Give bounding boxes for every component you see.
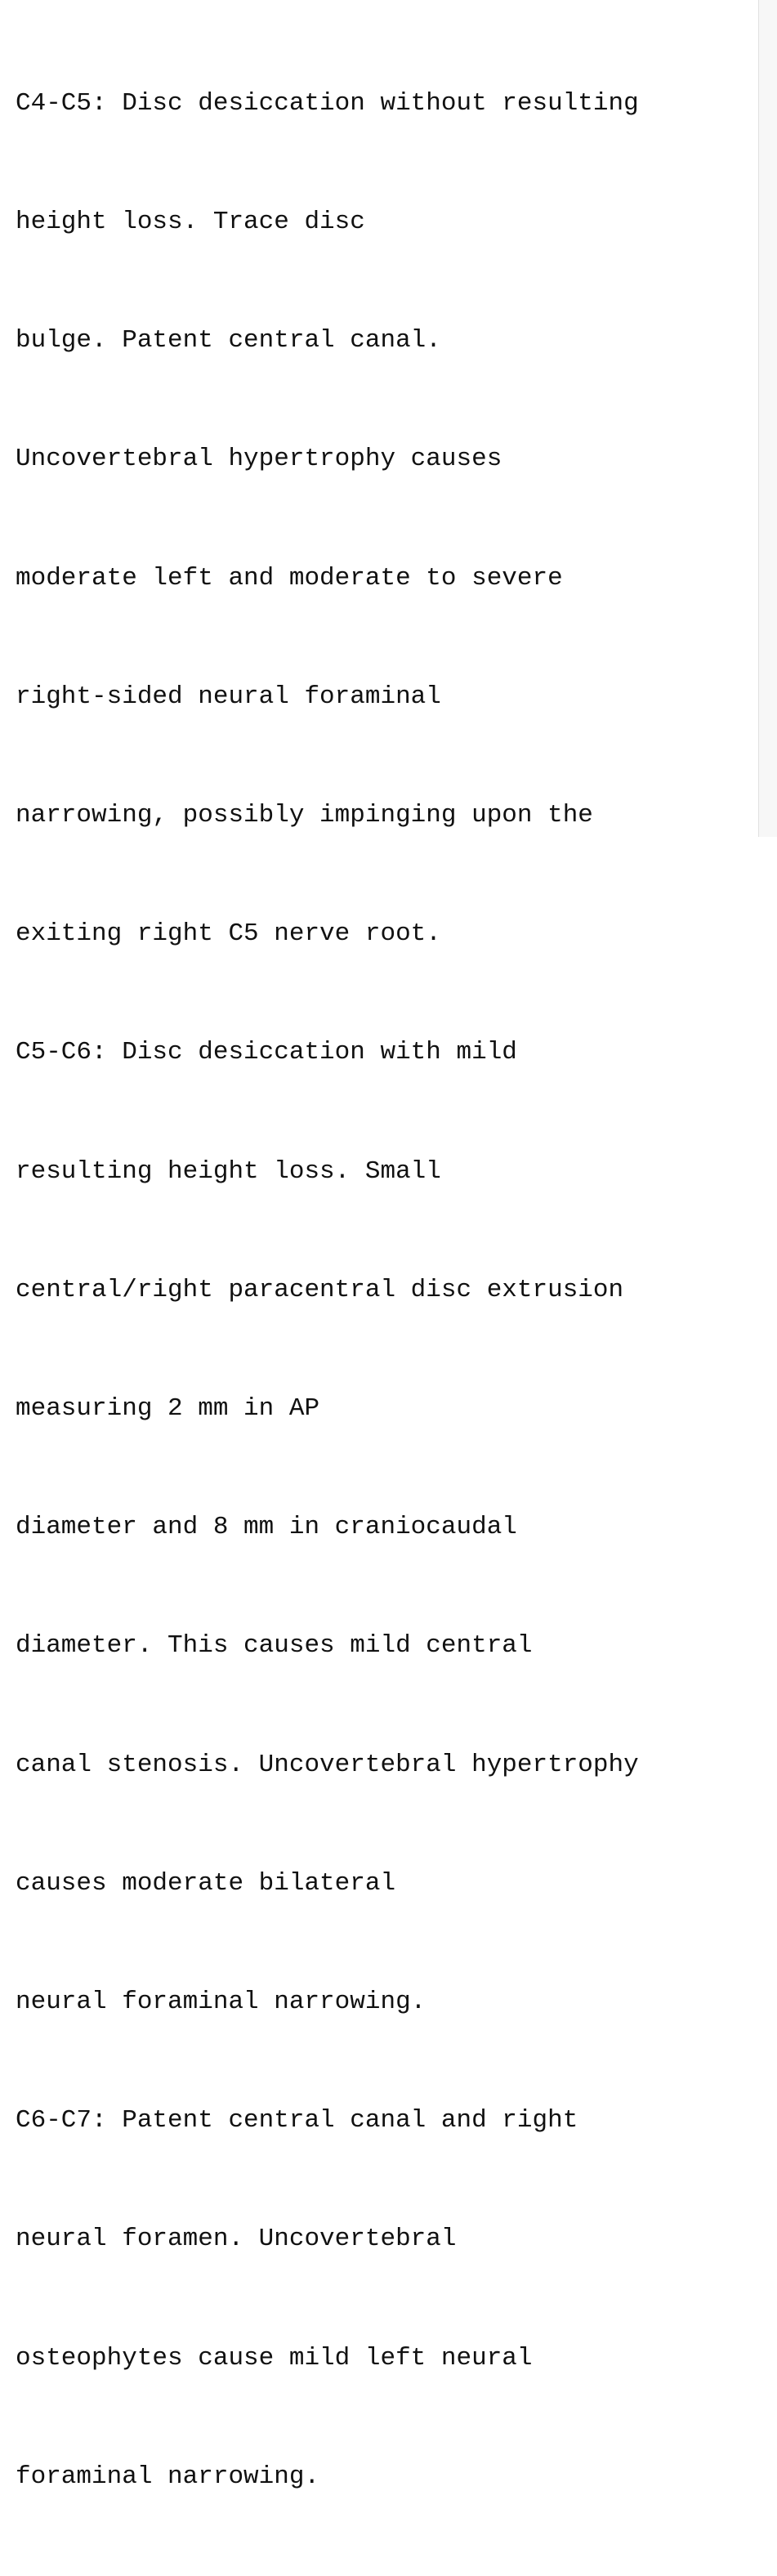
report-line: canal stenosis. Uncovertebral hypertrophy (16, 1750, 639, 1779)
report-line: central/right paracentral disc extrusion (16, 1275, 624, 1304)
report-line: exiting right C5 nerve root. (16, 919, 441, 949)
report-line: bulge. Patent central canal. (16, 326, 441, 356)
report-line: moderate left and moderate to severe (16, 563, 563, 593)
report-line: diameter. This causes mild central (16, 1631, 533, 1661)
report-line: right-sided neural foraminal (16, 682, 441, 711)
report-line: foraminal narrowing. (16, 2462, 320, 2491)
right-scroll-gutter[interactable] (758, 0, 777, 837)
report-line: narrowing, possibly impinging upon the (16, 801, 593, 830)
report-line: C4-C5: Disc desiccation without resulting (16, 88, 639, 118)
report-line: neural foramen. Uncovertebral (16, 2225, 457, 2254)
report-line: resulting height loss. Small (16, 1156, 441, 1186)
report-line: neural foraminal narrowing. (16, 1988, 426, 2017)
radiology-report-text (16, 5, 751, 2576)
report-line: diameter and 8 mm in craniocaudal (16, 1513, 517, 1542)
report-line: causes moderate bilateral (16, 1868, 396, 1898)
report-line: Uncovertebral hypertrophy causes (16, 445, 502, 474)
report-line: osteophytes cause mild left neural (16, 2343, 533, 2373)
report-line: height loss. Trace disc (16, 208, 365, 237)
report-line: measuring 2 mm in AP (16, 1394, 320, 1424)
report-line: C5-C6: Disc desiccation with mild (16, 1038, 517, 1067)
report-line: C6-C7: Patent central canal and right (16, 2106, 578, 2135)
